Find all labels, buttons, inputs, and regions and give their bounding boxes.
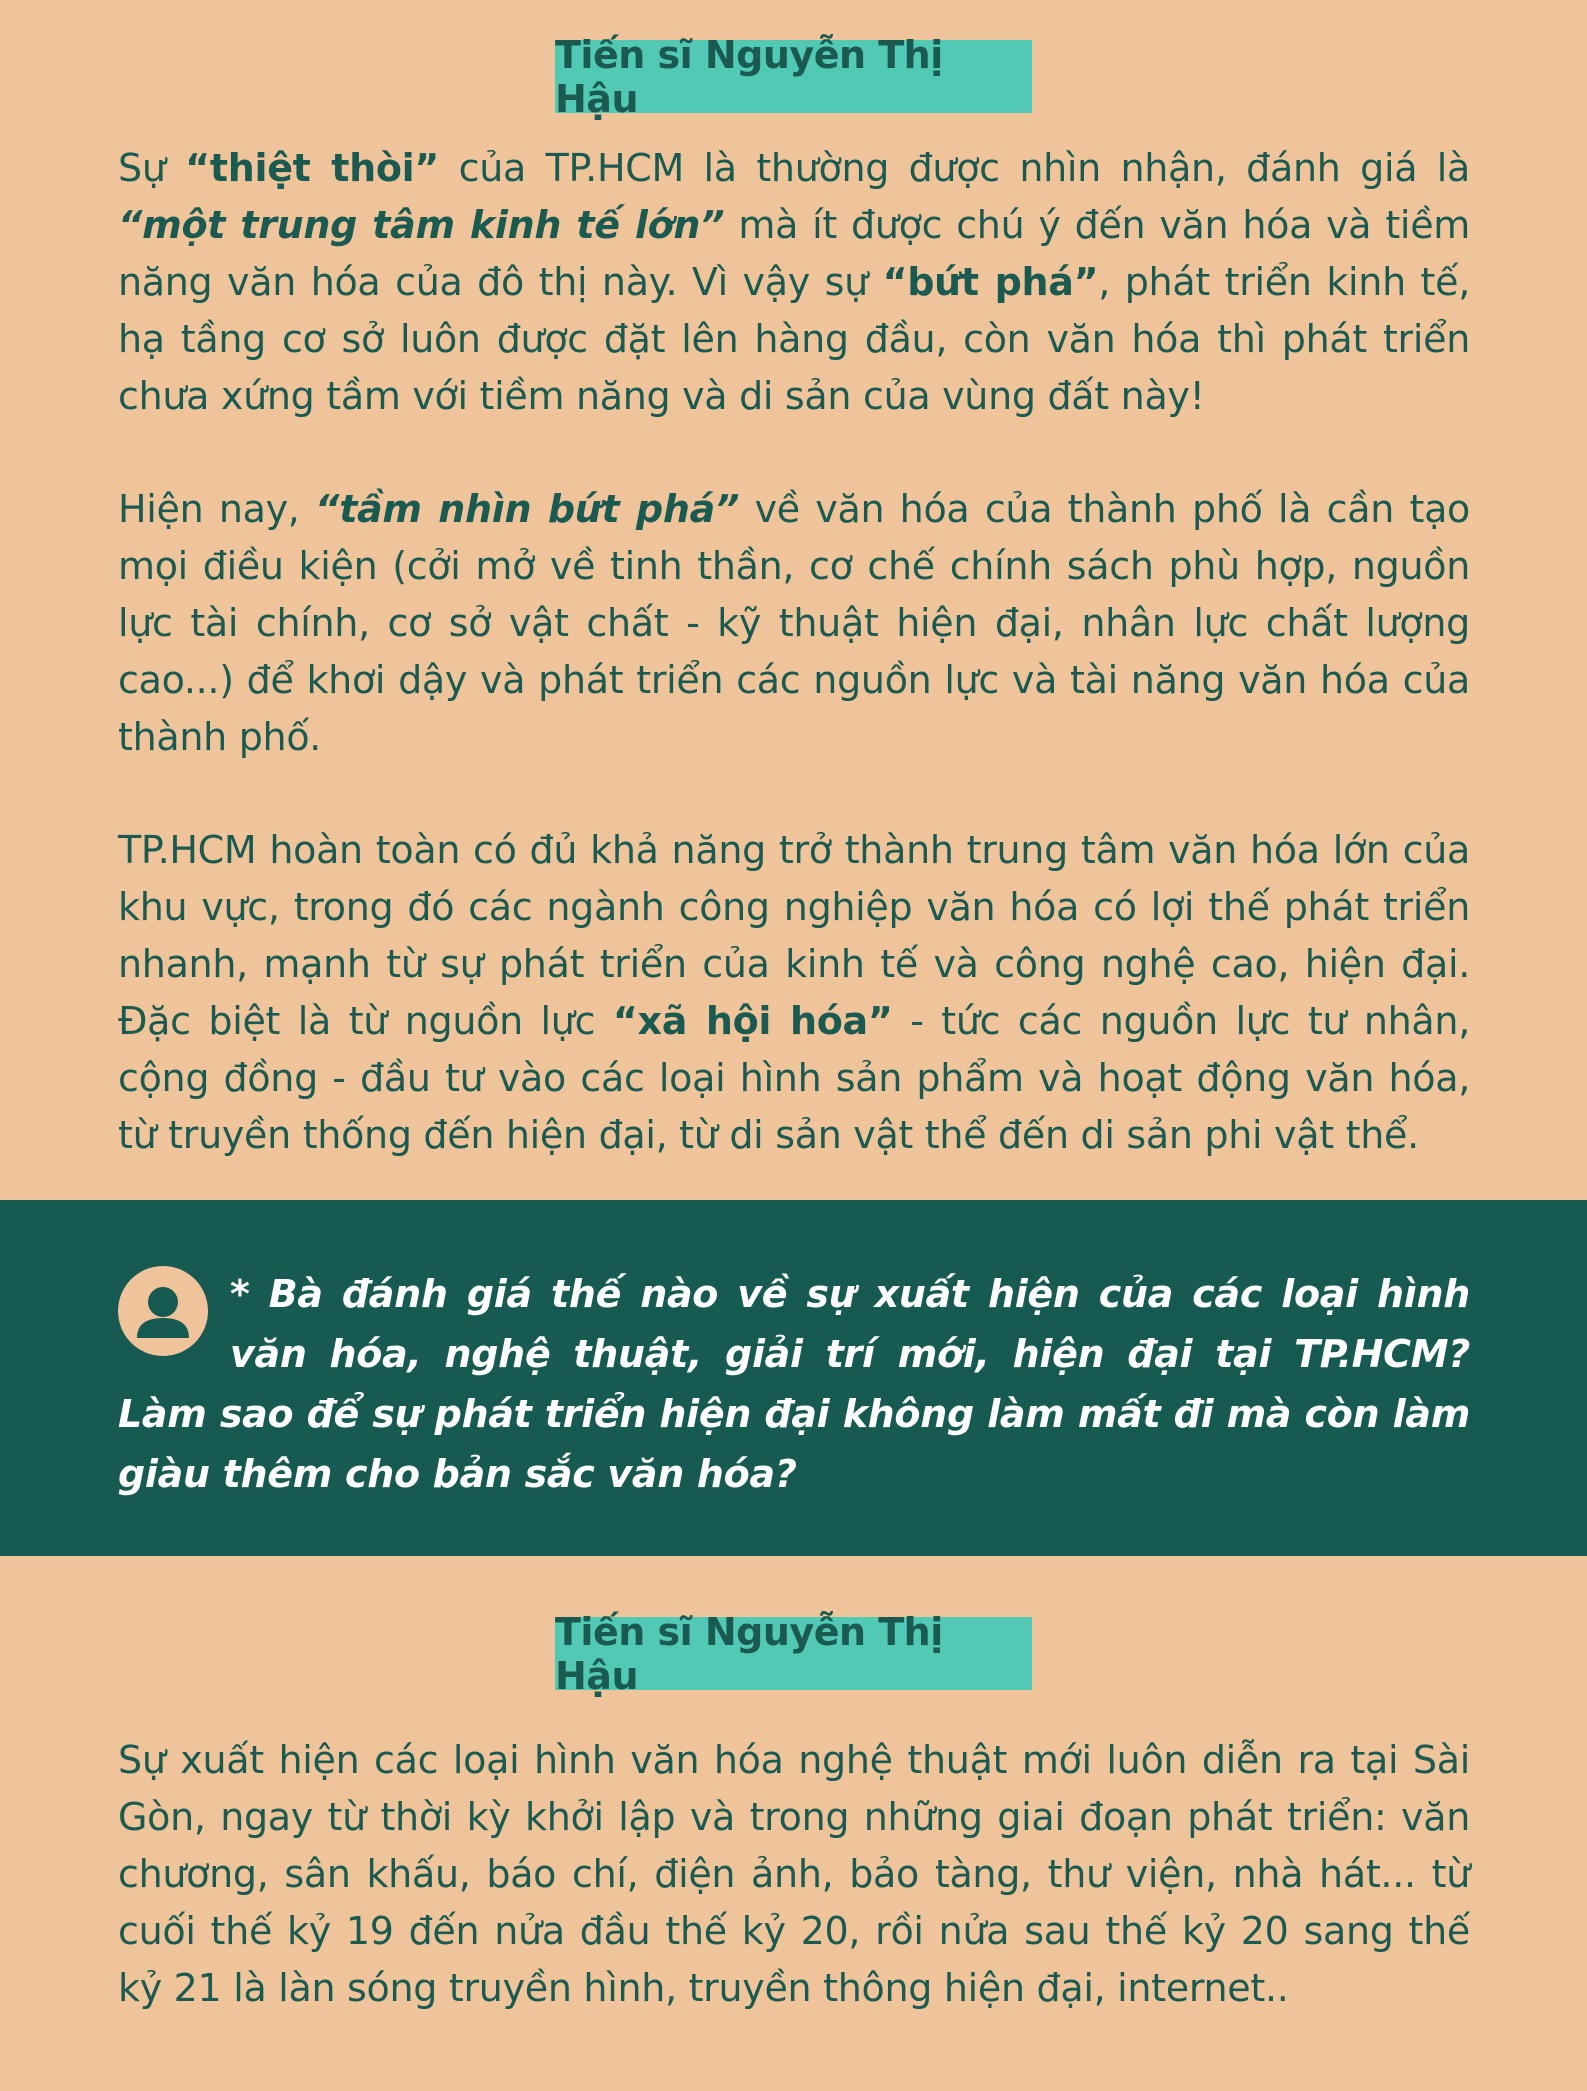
text: - tức các nguồn lực tư nhân, cộng đồng - đầu tư vào các loại hình sản phẩm và hoạt động văn hóa, từ truyền thống đến hiện đại, từ di sản vật thể đến di sản phi vật thể. [118,999,1470,1157]
bold-italic-quote: “một trung tâm kinh tế lớn” [118,203,725,247]
text: mà ít được chú ý đến văn hóa và tiềm năng văn hóa của đô thị này. Vì vậy sự [118,203,1470,304]
text: Sự [118,146,186,190]
text: về văn hóa của thành phố là cần tạo mọi điều kiện (cởi mở về tinh thần, cơ chế chính sách phù hợp, nguồn lực tài chính, cơ sở vật chất - kỹ thuật hiện đại, nhân lực chất lượng cao...) để khơi dậy và phát triển các nguồn lực và tài năng văn hóa của thành phố. [118,487,1471,759]
bold-quote: “bứt phá” [882,260,1099,304]
interview-question [118,1264,1470,1504]
bold-quote: “xã hội hóa” [612,999,893,1043]
text: , phát triển kinh tế, hạ tầng cơ sở luôn được đặt lên hàng đầu, còn văn hóa thì phát triển chưa xứng tầm với tiềm năng và di sản của vùng đất này! [118,260,1470,418]
answer-paragraph-4 [118,1732,1470,2017]
text: của TP.HCM là thường được nhìn nhận, đánh giá là [439,146,1471,190]
text: Hiện nay, [118,487,316,531]
answer-paragraph-2 [118,481,1470,766]
speaker-name: Tiến sĩ Nguyễn Thị Hậu [555,32,943,121]
text: Sự xuất hiện các loại hình văn hóa nghệ thuật mới luôn diễn ra tại Sài Gòn, ngay từ thời kỳ khởi lập và trong những giai đoạn phát triển: văn chương, sân khấu, báo chí, điện ảnh, bảo tàng, thư viện, nhà hát... từ cuối thế kỷ 19 đến nửa đầu thế kỷ 20, rồi nửa sau thế kỷ 20 sang thế kỷ 21 là làn sóng truyền hình, truyền thông hiện đại, internet.. [118,1738,1470,2010]
bold-quote: “thiệt thòi” [185,146,440,190]
bold-italic-quote: “tầm nhìn bứt phá” [315,487,740,531]
answer-paragraph-3 [118,822,1470,1164]
answer-paragraph-1 [118,140,1470,425]
speaker-name-tag [555,32,1032,121]
text: TP.HCM hoàn toàn có đủ khả năng trở thành trung tâm văn hóa lớn của khu vực, trong đó các ngành công nghiệp văn hóa có lợi thế phát triển nhanh, mạnh từ sự phát triển của kinh tế và công nghệ cao, hiện đại. Đặc biệt là từ nguồn lực [118,828,1470,1043]
question-text: * Bà đánh giá thế nào về sự xuất hiện của các loại hình văn hóa, nghệ thuật, giải trí mới, hiện đại tại TP.HCM? Làm sao để sự phát triển hiện đại không làm mất đi mà còn làm giàu thêm cho bản sắc văn hóa? [118,1272,1470,1496]
speaker-name-tag [555,1609,1032,1698]
speaker-name: Tiến sĩ Nguyễn Thị Hậu [555,1609,943,1698]
